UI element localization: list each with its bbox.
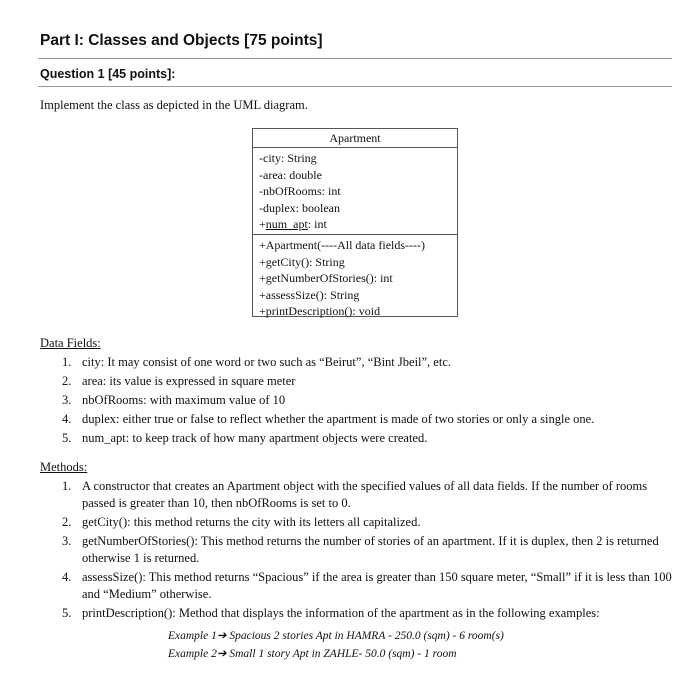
methods-list: [62, 478, 674, 624]
item-text: city: It may consist of one word or two such as “Beirut”, “Bint Jbeil”, etc.: [82, 355, 452, 369]
uml-methods: [253, 235, 457, 320]
item-number: 1.: [62, 479, 72, 493]
item-number: 2.: [62, 515, 72, 529]
item-number: 4.: [62, 412, 72, 426]
uml-static-prefix: +: [259, 217, 266, 231]
uml-class-diagram: [252, 128, 458, 317]
item-text: getCity(): this method returns the city with its letters all capitalized.: [82, 515, 421, 529]
uml-static-field: [259, 216, 457, 233]
item-text: assessSize(): This method returns “Spacious” if the area is greater than 150 square meter, “Small” if it is less than 100 and “Medium” otherwise.: [82, 570, 672, 601]
divider: [38, 58, 672, 59]
item-text: area: its value is expressed in square meter: [82, 374, 296, 388]
list-item: [62, 392, 674, 409]
uml-static-type: : int: [307, 217, 327, 231]
item-number: 5.: [62, 606, 72, 620]
item-number: 2.: [62, 374, 72, 388]
item-text: printDescription(): Method that displays the information of the apartment as in the following examples:: [82, 606, 600, 620]
uml-field: -city: String: [259, 151, 317, 165]
uml-method: +getCity(): String: [259, 254, 345, 269]
item-text: num_apt: to keep track of how many apartment objects were created.: [82, 431, 428, 445]
item-number: 3.: [62, 393, 72, 407]
uml-field: -nbOfRooms: int: [259, 184, 341, 198]
item-number: 3.: [62, 534, 72, 548]
item-text: nbOfRooms: with maximum value of 10: [82, 393, 286, 407]
item-number: 5.: [62, 431, 72, 445]
example-line: Example 2➔ Small 1 story Apt in ZAHLE- 50.0 (sqm) - 1 room: [168, 648, 457, 660]
item-number: 1.: [62, 355, 72, 369]
example-line: Example 1➔ Spacious 2 stories Apt in HAMRA - 250.0 (sqm) - 6 room(s): [168, 630, 504, 642]
list-item: [62, 354, 674, 371]
list-item: [62, 533, 674, 567]
uml-static-name: num_apt: [265, 217, 308, 231]
uml-field: -duplex: boolean: [259, 200, 340, 215]
item-text: duplex: either true or false to reflect whether the apartment is made of two stories or only a single one.: [82, 412, 595, 426]
uml-field: -area: double: [259, 167, 322, 182]
item-text: A constructor that creates an Apartment object with the specified values of all data fields. If the number of rooms passed is greater than 10, then nbOfRooms is set to 0.: [82, 479, 648, 510]
data-fields-heading: Data Fields:: [40, 336, 101, 350]
list-item: [62, 605, 674, 622]
data-fields-list: [62, 354, 674, 449]
uml-method: +getNumberOfStories(): int: [259, 271, 393, 285]
list-item: [62, 514, 674, 531]
list-item: [62, 569, 674, 603]
uml-method: +printDescription(): void: [259, 304, 381, 318]
part-title: Part I: Classes and Objects [75 points]: [40, 32, 323, 49]
item-text: getNumberOfStories(): This method returns the number of stories of an apartment. If it is duplex, then 2 is returned otherwise 1 is returned.: [82, 534, 659, 565]
uml-fields: [253, 148, 457, 235]
methods-heading: Methods:: [40, 460, 88, 474]
intro-text: Implement the class as depicted in the UML diagram.: [40, 98, 308, 112]
list-item: [62, 373, 674, 390]
list-item: [62, 478, 674, 512]
uml-class-name: Apartment: [253, 129, 457, 148]
uml-method: +Apartment(----All data fields----): [259, 238, 426, 252]
list-item: [62, 411, 674, 428]
item-number: 4.: [62, 570, 72, 584]
divider: [38, 86, 672, 87]
question-title: Question 1 [45 points]:: [40, 67, 176, 81]
uml-method: +assessSize(): String: [259, 287, 360, 302]
list-item: [62, 430, 674, 447]
